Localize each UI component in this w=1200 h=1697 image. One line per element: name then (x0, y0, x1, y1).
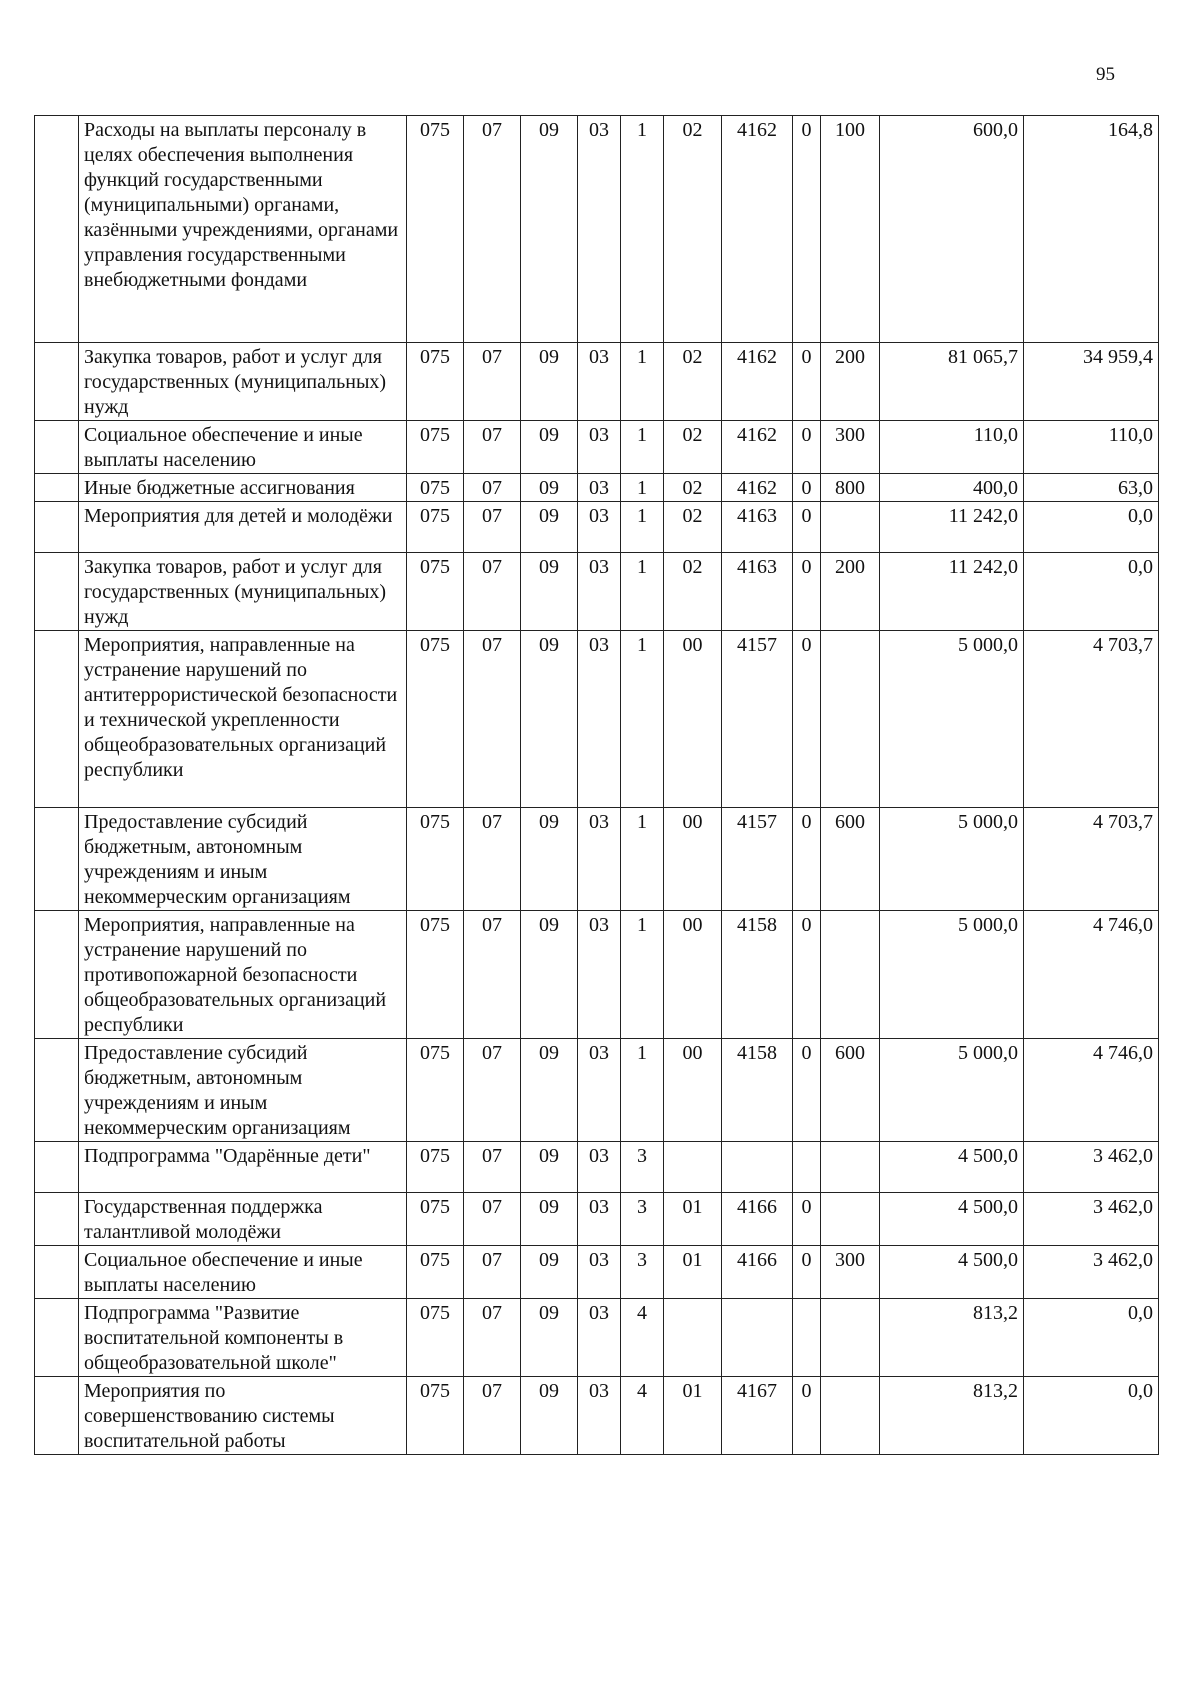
code-subprogram-cell: 1 (621, 1039, 664, 1142)
code-admin-cell: 075 (407, 474, 464, 502)
code-subsection-cell: 09 (521, 1299, 578, 1377)
code-section-cell: 07 (464, 1039, 521, 1142)
code-activity-cell: 01 (664, 1377, 722, 1455)
table-row (35, 343, 1159, 421)
table-row (35, 116, 1159, 343)
planned-amount-cell: 813,2 (880, 1377, 1024, 1455)
code-subprogram-cell: 1 (621, 631, 664, 808)
code-direction-cell: 4158 (722, 911, 793, 1039)
code-program-cell: 03 (578, 1299, 621, 1377)
table-row (35, 1039, 1159, 1142)
code-direction-cell: 4163 (722, 553, 793, 631)
table-row (35, 474, 1159, 502)
actual-amount-cell: 164,8 (1024, 116, 1159, 343)
code-activity-cell: 02 (664, 343, 722, 421)
table-body (35, 116, 1159, 1455)
code-subsection-cell: 09 (521, 911, 578, 1039)
item-name-cell: Мероприятия, направленные на устранение нарушений по противопожарной безопасности общеобразовательных организаций республики (79, 911, 407, 1039)
code-direction-cell: 4158 (722, 1039, 793, 1142)
actual-amount-cell: 0,0 (1024, 1377, 1159, 1455)
item-name-cell: Закупка товаров, работ и услуг для государственных (муниципальных) нужд (79, 553, 407, 631)
code-section-cell: 07 (464, 1142, 521, 1193)
code-program-cell: 03 (578, 911, 621, 1039)
planned-amount-cell: 11 242,0 (880, 502, 1024, 553)
table-row (35, 1299, 1159, 1377)
actual-amount-cell: 4 703,7 (1024, 808, 1159, 911)
planned-amount-cell: 4 500,0 (880, 1246, 1024, 1299)
code-subsection-cell: 09 (521, 1377, 578, 1455)
planned-amount-cell: 5 000,0 (880, 631, 1024, 808)
code-admin-cell: 075 (407, 116, 464, 343)
planned-amount-cell: 813,2 (880, 1299, 1024, 1377)
code-section-cell: 07 (464, 1246, 521, 1299)
code-section-cell: 07 (464, 553, 521, 631)
code-subprogram-cell: 3 (621, 1246, 664, 1299)
actual-amount-cell: 110,0 (1024, 421, 1159, 474)
code-activity-cell: 02 (664, 553, 722, 631)
code-section-cell: 07 (464, 631, 521, 808)
planned-amount-cell: 4 500,0 (880, 1142, 1024, 1193)
code-expense-type-cell: 200 (821, 343, 880, 421)
code-subprogram-cell: 3 (621, 1142, 664, 1193)
item-name-cell: Предоставление субсидий бюджетным, автономным учреждениям и иным некоммерческим организациям (79, 808, 407, 911)
code-activity-cell (664, 1142, 722, 1193)
item-name-cell: Закупка товаров, работ и услуг для государственных (муниципальных) нужд (79, 343, 407, 421)
code-subsection-cell: 09 (521, 631, 578, 808)
table-row (35, 421, 1159, 474)
code-expense-type-cell: 300 (821, 1246, 880, 1299)
code-subsection-cell: 09 (521, 1246, 578, 1299)
code-admin-cell: 075 (407, 911, 464, 1039)
code-program-cell: 03 (578, 421, 621, 474)
code-subsection-cell: 09 (521, 1039, 578, 1142)
table-row (35, 1377, 1159, 1455)
planned-amount-cell: 5 000,0 (880, 1039, 1024, 1142)
code-program-cell: 03 (578, 474, 621, 502)
code-direction-cell: 4162 (722, 474, 793, 502)
code-expense-type-cell: 200 (821, 553, 880, 631)
row-number-cell (35, 474, 79, 502)
code-subprogram-cell: 1 (621, 421, 664, 474)
table-row (35, 553, 1159, 631)
code-section-cell: 07 (464, 421, 521, 474)
code-admin-cell: 075 (407, 343, 464, 421)
actual-amount-cell: 0,0 (1024, 1299, 1159, 1377)
code-program-cell: 03 (578, 1142, 621, 1193)
code-activity-cell: 00 (664, 631, 722, 808)
row-number-cell (35, 631, 79, 808)
table-row (35, 1193, 1159, 1246)
code-section-cell: 07 (464, 116, 521, 343)
row-number-cell (35, 1377, 79, 1455)
code-activity-cell: 02 (664, 116, 722, 343)
code-admin-cell: 075 (407, 1299, 464, 1377)
code-subprogram-cell: 1 (621, 502, 664, 553)
planned-amount-cell: 5 000,0 (880, 911, 1024, 1039)
code-section-cell: 07 (464, 474, 521, 502)
code-extra-cell: 0 (793, 1193, 821, 1246)
code-admin-cell: 075 (407, 421, 464, 474)
planned-amount-cell: 11 242,0 (880, 553, 1024, 631)
code-expense-type-cell (821, 631, 880, 808)
actual-amount-cell: 3 462,0 (1024, 1193, 1159, 1246)
item-name-cell: Подпрограмма "Развитие воспитательной компоненты в общеобразовательной школе" (79, 1299, 407, 1377)
code-section-cell: 07 (464, 1377, 521, 1455)
code-expense-type-cell: 600 (821, 1039, 880, 1142)
code-extra-cell: 0 (793, 631, 821, 808)
code-direction-cell: 4163 (722, 502, 793, 553)
code-section-cell: 07 (464, 502, 521, 553)
code-subsection-cell: 09 (521, 343, 578, 421)
table-row (35, 502, 1159, 553)
code-program-cell: 03 (578, 502, 621, 553)
code-activity-cell: 02 (664, 474, 722, 502)
table-row (35, 631, 1159, 808)
code-extra-cell: 0 (793, 1039, 821, 1142)
item-name-cell: Мероприятия для детей и молодёжи (79, 502, 407, 553)
code-expense-type-cell: 100 (821, 116, 880, 343)
item-name-cell: Мероприятия, направленные на устранение нарушений по антитеррористической безопасности и технической укрепленности общеобразовательных организаций республики (79, 631, 407, 808)
code-admin-cell: 075 (407, 1246, 464, 1299)
planned-amount-cell: 110,0 (880, 421, 1024, 474)
code-direction-cell: 4162 (722, 421, 793, 474)
code-admin-cell: 075 (407, 502, 464, 553)
code-section-cell: 07 (464, 808, 521, 911)
actual-amount-cell: 3 462,0 (1024, 1246, 1159, 1299)
code-subprogram-cell: 1 (621, 116, 664, 343)
code-extra-cell: 0 (793, 421, 821, 474)
code-extra-cell: 0 (793, 553, 821, 631)
code-program-cell: 03 (578, 1246, 621, 1299)
planned-amount-cell: 81 065,7 (880, 343, 1024, 421)
code-subsection-cell: 09 (521, 553, 578, 631)
code-extra-cell: 0 (793, 343, 821, 421)
code-extra-cell: 0 (793, 116, 821, 343)
code-expense-type-cell: 300 (821, 421, 880, 474)
code-direction-cell (722, 1142, 793, 1193)
code-direction-cell: 4162 (722, 116, 793, 343)
code-subprogram-cell: 4 (621, 1299, 664, 1377)
code-admin-cell: 075 (407, 1193, 464, 1246)
code-program-cell: 03 (578, 808, 621, 911)
code-subsection-cell: 09 (521, 1142, 578, 1193)
code-expense-type-cell (821, 1377, 880, 1455)
budget-table (34, 115, 1159, 1455)
item-name-cell: Подпрограмма "Одарённые дети" (79, 1142, 407, 1193)
planned-amount-cell: 5 000,0 (880, 808, 1024, 911)
row-number-cell (35, 553, 79, 631)
code-admin-cell: 075 (407, 1377, 464, 1455)
actual-amount-cell: 0,0 (1024, 553, 1159, 631)
code-subsection-cell: 09 (521, 474, 578, 502)
code-direction-cell: 4157 (722, 631, 793, 808)
code-program-cell: 03 (578, 1193, 621, 1246)
row-number-cell (35, 1246, 79, 1299)
code-direction-cell (722, 1299, 793, 1377)
planned-amount-cell: 400,0 (880, 474, 1024, 502)
table-row (35, 911, 1159, 1039)
code-direction-cell: 4166 (722, 1246, 793, 1299)
table-row (35, 1142, 1159, 1193)
code-section-cell: 07 (464, 1193, 521, 1246)
row-number-cell (35, 1299, 79, 1377)
actual-amount-cell: 4 746,0 (1024, 911, 1159, 1039)
code-extra-cell: 0 (793, 474, 821, 502)
row-number-cell (35, 1193, 79, 1246)
table-row (35, 808, 1159, 911)
actual-amount-cell: 63,0 (1024, 474, 1159, 502)
code-activity-cell: 02 (664, 421, 722, 474)
code-extra-cell: 0 (793, 808, 821, 911)
item-name-cell: Социальное обеспечение и иные выплаты населению (79, 421, 407, 474)
row-number-cell (35, 343, 79, 421)
code-extra-cell: 0 (793, 1377, 821, 1455)
code-expense-type-cell: 800 (821, 474, 880, 502)
code-expense-type-cell (821, 1142, 880, 1193)
code-subprogram-cell: 1 (621, 553, 664, 631)
item-name-cell: Расходы на выплаты персоналу в целях обеспечения выполнения функций государственными (муниципальными) органами, казёнными учреждениями, органами управления государственными внебюджетными фондами (79, 116, 407, 343)
code-program-cell: 03 (578, 631, 621, 808)
row-number-cell (35, 502, 79, 553)
code-direction-cell: 4157 (722, 808, 793, 911)
row-number-cell (35, 1142, 79, 1193)
code-subsection-cell: 09 (521, 421, 578, 474)
code-activity-cell: 01 (664, 1246, 722, 1299)
code-extra-cell: 0 (793, 911, 821, 1039)
code-activity-cell: 00 (664, 911, 722, 1039)
code-expense-type-cell (821, 1299, 880, 1377)
row-number-cell (35, 1039, 79, 1142)
code-subsection-cell: 09 (521, 808, 578, 911)
code-subprogram-cell: 1 (621, 343, 664, 421)
planned-amount-cell: 600,0 (880, 116, 1024, 343)
code-extra-cell: 0 (793, 502, 821, 553)
code-extra-cell (793, 1142, 821, 1193)
actual-amount-cell: 0,0 (1024, 502, 1159, 553)
code-extra-cell (793, 1299, 821, 1377)
code-activity-cell: 02 (664, 502, 722, 553)
code-direction-cell: 4162 (722, 343, 793, 421)
code-subprogram-cell: 4 (621, 1377, 664, 1455)
code-subprogram-cell: 1 (621, 474, 664, 502)
code-direction-cell: 4166 (722, 1193, 793, 1246)
code-activity-cell: 00 (664, 808, 722, 911)
code-program-cell: 03 (578, 343, 621, 421)
table-row (35, 1246, 1159, 1299)
actual-amount-cell: 3 462,0 (1024, 1142, 1159, 1193)
code-expense-type-cell (821, 1193, 880, 1246)
code-program-cell: 03 (578, 1039, 621, 1142)
code-admin-cell: 075 (407, 631, 464, 808)
code-admin-cell: 075 (407, 1142, 464, 1193)
code-subprogram-cell: 3 (621, 1193, 664, 1246)
code-program-cell: 03 (578, 553, 621, 631)
actual-amount-cell: 4 746,0 (1024, 1039, 1159, 1142)
code-subsection-cell: 09 (521, 1193, 578, 1246)
code-program-cell: 03 (578, 116, 621, 343)
item-name-cell: Мероприятия по совершенствованию системы воспитательной работы (79, 1377, 407, 1455)
code-subprogram-cell: 1 (621, 911, 664, 1039)
actual-amount-cell: 34 959,4 (1024, 343, 1159, 421)
row-number-cell (35, 911, 79, 1039)
code-section-cell: 07 (464, 911, 521, 1039)
code-admin-cell: 075 (407, 553, 464, 631)
row-number-cell (35, 808, 79, 911)
actual-amount-cell: 4 703,7 (1024, 631, 1159, 808)
code-admin-cell: 075 (407, 808, 464, 911)
item-name-cell: Социальное обеспечение и иные выплаты населению (79, 1246, 407, 1299)
code-program-cell: 03 (578, 1377, 621, 1455)
item-name-cell: Предоставление субсидий бюджетным, автономным учреждениям и иным некоммерческим организациям (79, 1039, 407, 1142)
item-name-cell: Государственная поддержка талантливой молодёжи (79, 1193, 407, 1246)
code-activity-cell: 00 (664, 1039, 722, 1142)
code-admin-cell: 075 (407, 1039, 464, 1142)
row-number-cell (35, 421, 79, 474)
row-number-cell (35, 116, 79, 343)
code-subsection-cell: 09 (521, 116, 578, 343)
code-expense-type-cell (821, 911, 880, 1039)
code-extra-cell: 0 (793, 1246, 821, 1299)
code-activity-cell: 01 (664, 1193, 722, 1246)
code-expense-type-cell (821, 502, 880, 553)
page-number: 95 (1096, 64, 1115, 85)
item-name-cell: Иные бюджетные ассигнования (79, 474, 407, 502)
code-section-cell: 07 (464, 343, 521, 421)
code-subsection-cell: 09 (521, 502, 578, 553)
code-direction-cell: 4167 (722, 1377, 793, 1455)
planned-amount-cell: 4 500,0 (880, 1193, 1024, 1246)
code-subprogram-cell: 1 (621, 808, 664, 911)
code-expense-type-cell: 600 (821, 808, 880, 911)
code-activity-cell (664, 1299, 722, 1377)
code-section-cell: 07 (464, 1299, 521, 1377)
